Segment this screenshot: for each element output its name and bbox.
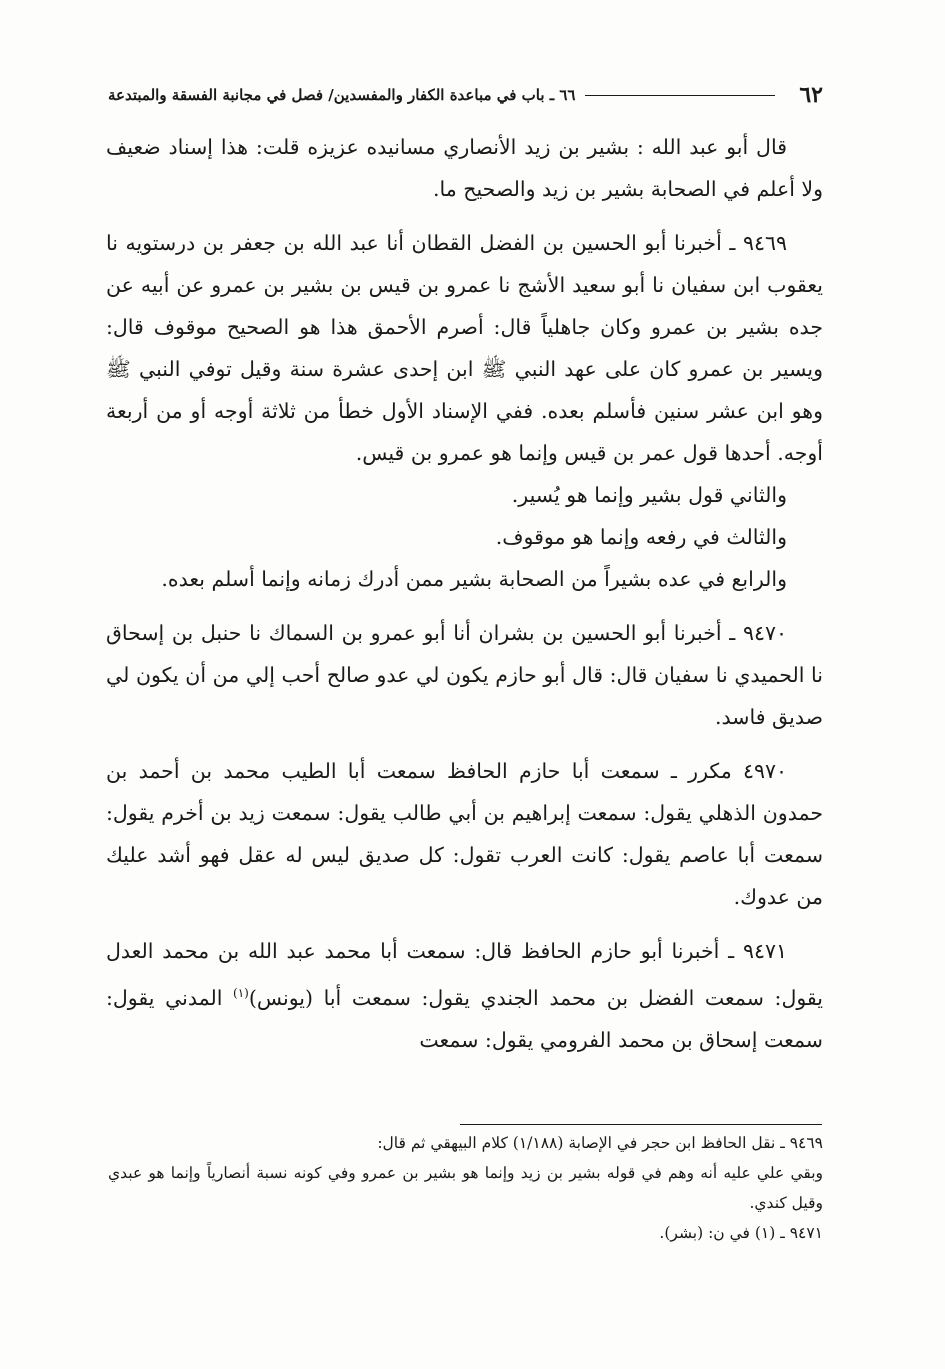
hadith-9471-text: ٩٤٧١ ـ أخبرنا أبو حازم الحافظ قال: سمعت أبا محمد عبد الله بن محمد العدل يقول: سمعت الفضل بن محمد الجندي يقول: سمعت أبا (يونس) — [106, 939, 824, 1010]
paragraph-point-three: والثالث في رفعه وإنما هو موقوف. — [495, 525, 787, 549]
hadith-9471-tail: المدني يقول: سمعت إسحاق بن محمد الفرومي يقول: سمعت — [106, 985, 823, 1052]
footnote-marker[interactable]: (١) — [233, 986, 249, 1000]
paragraph-hadith-9469: ٩٤٦٩ ـ أخبرنا أبو الحسين بن الفضل القطان أنا عبد الله بن جعفر بن درستويه نا يعقوب ابن سفيان نا أبو سعيد الأشج نا عمرو بن قيس بن بشير بن عمرو عن أبيه عن جده بشير بن عمرو وكان جاهلياً قال: أصرم الأحمق هذا هو الصحيح موقوف قال: ويسير بن عمرو كان على عهد النبي ﷺ ابن إحدى عشرة سنة وقيل توفي النبي ﷺ وهو ابن عشر سنين فأسلم بعده. ففي الإسناد الأول خطأ من ثلاثة أوجه أو من أربعة أوجه. أحدها قول عمر بن قيس وإنما هو عمرو بن قيس. — [106, 231, 823, 465]
footnote-9469-quote: وبقي علي عليه أنه وهم في قوله بشير بن زيد وإنما هو بشير بن عمرو وفي كونه نسبة أنصارياً وإنما هو عبدي وقيل كندي. — [108, 1164, 823, 1212]
paragraph-commentary: قال أبو عبد الله : بشير بن زيد الأنصاري مسانيده عزيزه قلت: هذا إسناد ضعيف ولا أعلم في الصحابة بشير بن زيد والصحيح ما. — [106, 135, 823, 201]
paragraph-hadith-9471 — [106, 930, 823, 1061]
paragraph-point-four: والرابع في عده بشيراً من الصحابة بشير ممن أدرك زمانه وإنما أسلم بعده. — [161, 567, 787, 591]
paragraph-hadith-9470: ٩٤٧٠ ـ أخبرنا أبو الحسين بن بشران أنا أبو عمرو بن السماك نا حنبل بن إسحاق نا الحميدي نا سفيان قال: قال أبو حازم يكون لي عدو صالح أحب إلي من أن يكون لي صديق فاسد. — [106, 621, 823, 729]
paragraph-hadith-4970-repeat: ٤٩٧٠ مكرر ـ سمعت أبا حازم الحافظ سمعت أبا الطيب محمد بن أحمد بن حمدون الذهلي يقول: سمعت إبراهيم بن أبي طالب يقول: سمعت زيد بن أخرم يقول: سمعت أبا عاصم يقول: كانت العرب تقول: كل صديق ليس له عقل فهو أشد عليك من عدوك. — [106, 759, 823, 909]
footnotes — [108, 1128, 823, 1248]
footnote-9469: ٩٤٦٩ ـ نقل الحافظ ابن حجر في الإصابة (١/١٨٨) كلام البيهقي ثم قال: — [377, 1134, 823, 1152]
running-title: ٦٦ ـ باب في مباعدة الكفار والمفسدين/ فصل في مجانبة الفسقة والمبتدعة — [108, 86, 576, 104]
running-header — [108, 78, 823, 112]
page-number: ٦٢ — [799, 82, 823, 108]
main-text — [106, 126, 823, 1073]
paragraph-point-two: والثاني قول بشير وإنما هو يُسير. — [511, 483, 787, 507]
footnote-separator — [460, 1124, 822, 1125]
header-rule — [585, 95, 775, 96]
footnote-9471: ٩٤٧١ ـ (١) في ن: (بشر). — [659, 1224, 823, 1242]
